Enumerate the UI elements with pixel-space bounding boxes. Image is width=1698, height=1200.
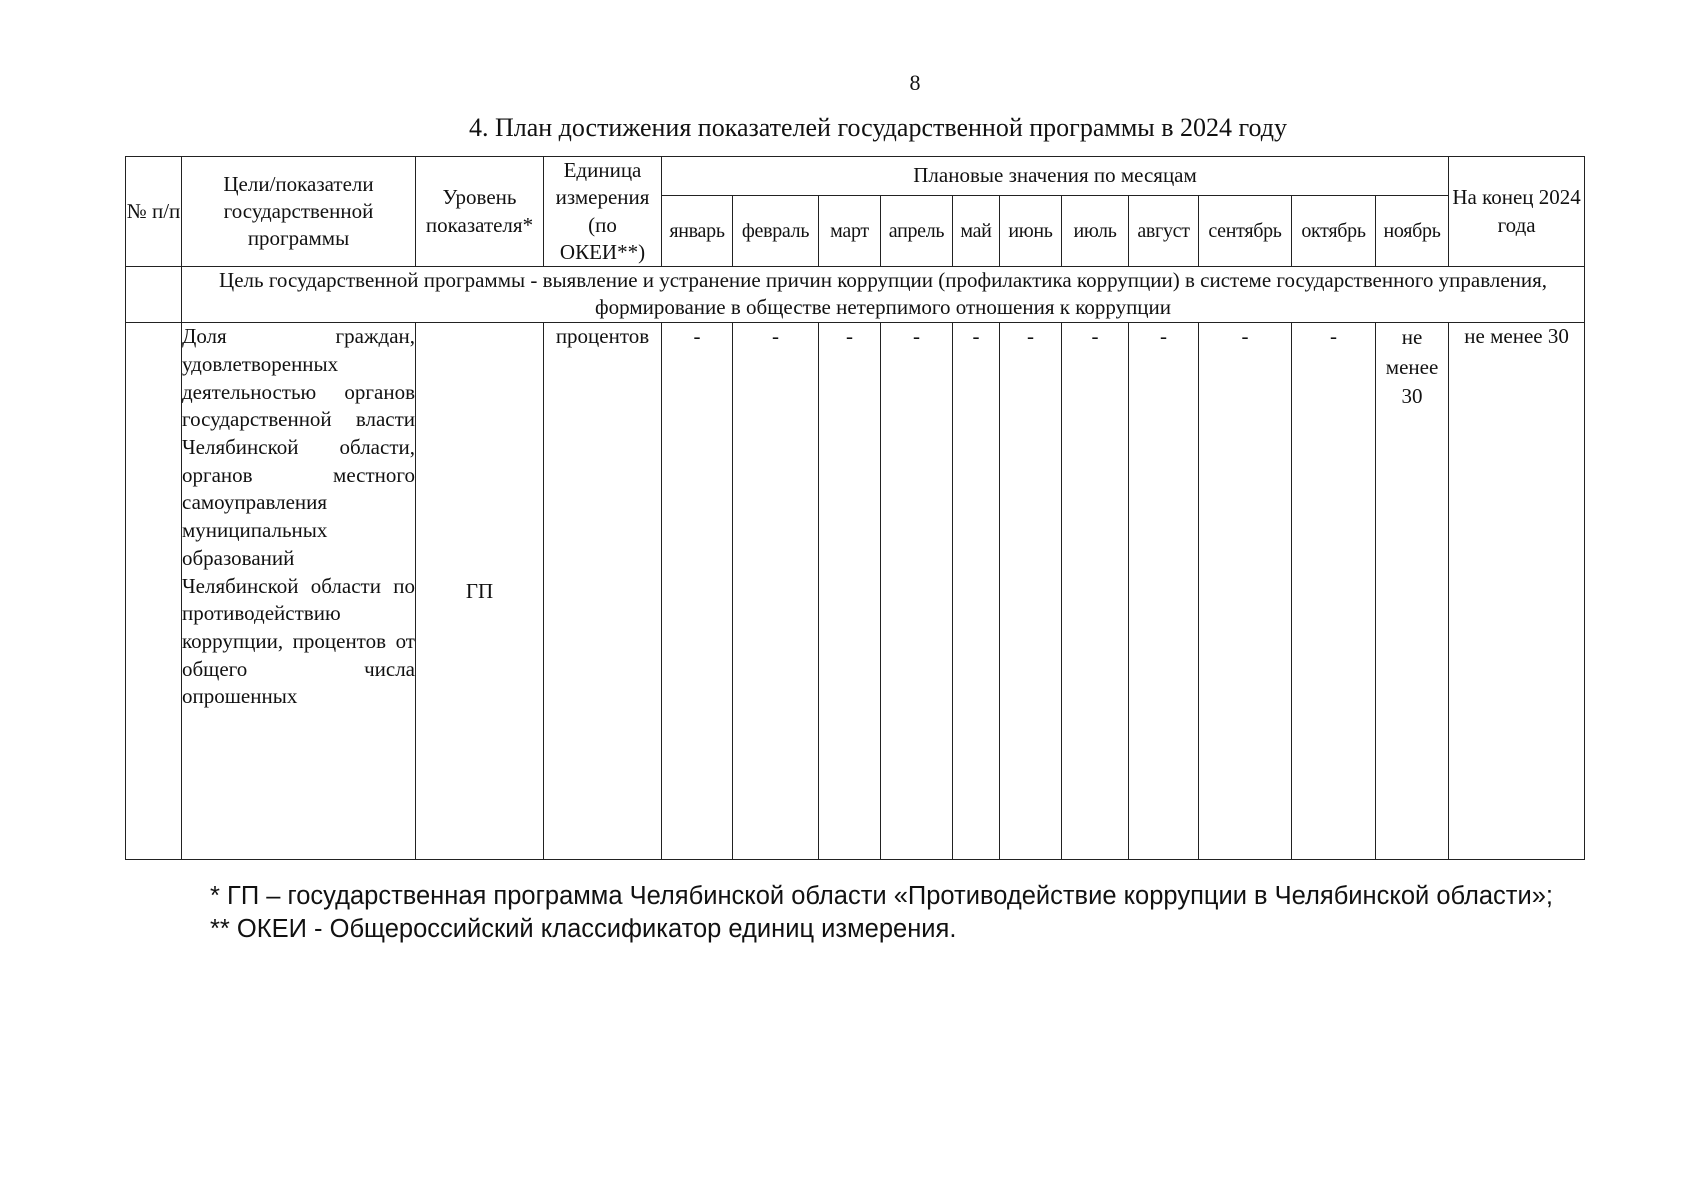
indicators-plan-table [125,156,1585,860]
monthly-value: - [1129,323,1199,860]
indicator-row [126,323,1585,860]
program-goal: Цель государственной программы - выявление и устранение причин коррупции (профилактика коррупции) в системе государственного управления, формирование в обществе нетерпимого отношения к коррупции [182,267,1585,323]
monthly-value: - [1000,323,1062,860]
month-header: сентябрь [1199,195,1292,266]
goal-row [126,267,1585,323]
month-header: март [819,195,881,266]
indicator-unit: процентов [544,323,662,860]
header-end-of-year: На конец 2024 года [1449,157,1585,267]
month-header: июль [1062,195,1129,266]
header-level: Уровень показателя* [416,157,544,267]
monthly-value: - [819,323,881,860]
document-title: 4. План достижения показателей государственной программы в 2024 году [468,113,1288,142]
indicator-num [126,323,182,860]
end-of-year-value: не менее 30 [1449,323,1585,860]
header-monthly: Плановые значения по месяцам [662,157,1449,196]
footnote-okei: ** ОКЕИ - Общероссийский классификатор единиц измерения. [210,915,957,943]
monthly-value: - [1062,323,1129,860]
footnote-gp: * ГП – государственная программа Челябинской области «Противодействие коррупции в Челябинской области»; [210,882,1553,910]
header-row-1 [126,157,1585,196]
header-unit: Единица измерения (по ОКЕИ**) [544,157,662,267]
monthly-value: - [662,323,733,860]
footnotes [210,880,1553,946]
indicator-level: ГП [416,323,544,860]
monthly-value: - [881,323,953,860]
monthly-value: - [1199,323,1292,860]
page-number: 8 [909,70,921,95]
monthly-value-november: не менее 30 [1376,323,1449,860]
month-header: ноябрь [1376,195,1449,266]
monthly-value: - [953,323,1000,860]
indicator-name: Доля граждан, удовлетворенных деятельностью органов государственной власти Челябинской области, органов местного самоуправления муниципальных образований Челябинской области по противодействию коррупции, процентов от общего числа опрошенных [182,323,416,860]
month-header: май [953,195,1000,266]
month-header: август [1129,195,1199,266]
month-header: февраль [733,195,819,266]
header-goals: Цели/показатели государственной программы [182,157,416,267]
month-header: июнь [1000,195,1062,266]
monthly-value: - [733,323,819,860]
monthly-value: - [1292,323,1376,860]
month-header: апрель [881,195,953,266]
goal-row-num-cell [126,267,182,323]
header-num: № п/п [126,157,182,267]
month-header: январь [662,195,733,266]
month-header: октябрь [1292,195,1376,266]
